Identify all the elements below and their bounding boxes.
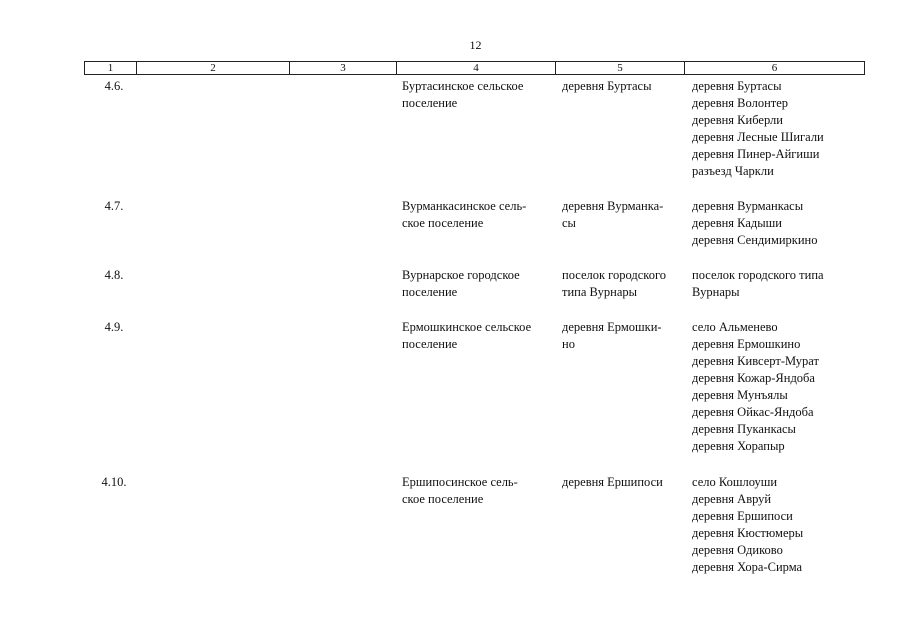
row-number: 4.6. (104, 79, 124, 93)
localities-list-line: деревня Кадыши (692, 216, 782, 230)
settlement-name-line: Вурнарское городское (402, 268, 520, 282)
settlement-name (402, 474, 552, 508)
administrative-center-line: деревня Ершипоси (562, 475, 663, 489)
localities-list-line: деревня Ершипоси (692, 509, 793, 523)
localities-list-line: деревня Сендимиркино (692, 233, 818, 247)
settlement-name (402, 267, 552, 301)
column-number-header (84, 61, 865, 75)
administrative-center (562, 474, 684, 491)
settlement-name-line: Ершипосинское сель- (402, 475, 518, 489)
localities-list-line: деревня Хорапыр (692, 439, 785, 453)
settlement-name-line: поселение (402, 285, 458, 299)
column-header-6: 6 (771, 62, 778, 74)
localities-list-line: деревня Буртасы (692, 79, 782, 93)
column-header-2: 2 (137, 62, 290, 74)
row-number: 4.7. (104, 199, 124, 213)
localities-list-line: деревня Лесные Шигали (692, 130, 824, 144)
settlement-name (402, 319, 552, 353)
localities-list-line: деревня Авруй (692, 492, 772, 506)
settlement-name (402, 78, 552, 112)
administrative-center-line: сы (562, 216, 576, 230)
localities-list-line: деревня Одиково (692, 543, 783, 557)
settlement-name-line: поселение (402, 337, 458, 351)
column-header-3: 3 (290, 62, 397, 74)
localities-list-line: деревня Кожар-Яндоба (692, 371, 815, 385)
localities-list-line: деревня Ойкас-Яндоба (692, 405, 814, 419)
administrative-center (562, 198, 684, 232)
localities-list-line: село Альменево (692, 320, 778, 334)
localities-list-line: деревня Вурманкасы (692, 199, 804, 213)
localities-list-line: деревня Ермошкино (692, 337, 801, 351)
administrative-center-line: деревня Вурманка- (562, 199, 664, 213)
settlement-name-line: Буртасинское сельское (402, 79, 524, 93)
row-number: 4.9. (104, 320, 124, 334)
localities-list-line: деревня Кивсерт-Мурат (692, 354, 819, 368)
localities-list (692, 319, 862, 455)
localities-list-line: село Кошлоуши (692, 475, 778, 489)
localities-list-line: деревня Пуканкасы (692, 422, 796, 436)
localities-list (692, 78, 862, 180)
localities-list (692, 198, 862, 249)
settlement-name-line: Ермошкинское сельское (402, 320, 532, 334)
row-number: 4.8. (104, 268, 124, 282)
localities-list-line: деревня Хора-Сирма (692, 560, 803, 574)
administrative-center-line: типа Вурнары (562, 285, 638, 299)
administrative-center-line: поселок городского (562, 268, 667, 282)
localities-list-line: деревня Мунъялы (692, 388, 788, 402)
column-header-1: 1 (85, 62, 137, 74)
administrative-center (562, 319, 684, 353)
localities-list-line: деревня Кюстюмеры (692, 526, 804, 540)
page-number: 12 (469, 38, 482, 52)
settlement-name-line: Вурманкасинское сель- (402, 199, 527, 213)
localities-list-line: деревня Киберли (692, 113, 783, 127)
column-header-5: 5 (556, 62, 685, 74)
localities-list-line: Вурнары (692, 285, 740, 299)
settlement-name-line: поселение (402, 96, 458, 110)
localities-list (692, 474, 862, 576)
administrative-center (562, 267, 684, 301)
localities-list-line: деревня Пинер-Айгиши (692, 147, 820, 161)
administrative-center (562, 78, 684, 95)
localities-list (692, 267, 862, 301)
row-number: 4.10. (101, 475, 127, 489)
settlement-name-line: ское поселение (402, 492, 484, 506)
localities-list-line: разъезд Чаркли (692, 164, 774, 178)
localities-list-line: деревня Волонтер (692, 96, 789, 110)
settlement-name-line: ское поселение (402, 216, 484, 230)
localities-list-line: поселок городского типа (692, 268, 824, 282)
administrative-center-line: деревня Ермошки- (562, 320, 662, 334)
settlement-name (402, 198, 552, 232)
administrative-center-line: но (562, 337, 575, 351)
administrative-center-line: деревня Буртасы (562, 79, 652, 93)
column-header-4: 4 (397, 62, 556, 74)
